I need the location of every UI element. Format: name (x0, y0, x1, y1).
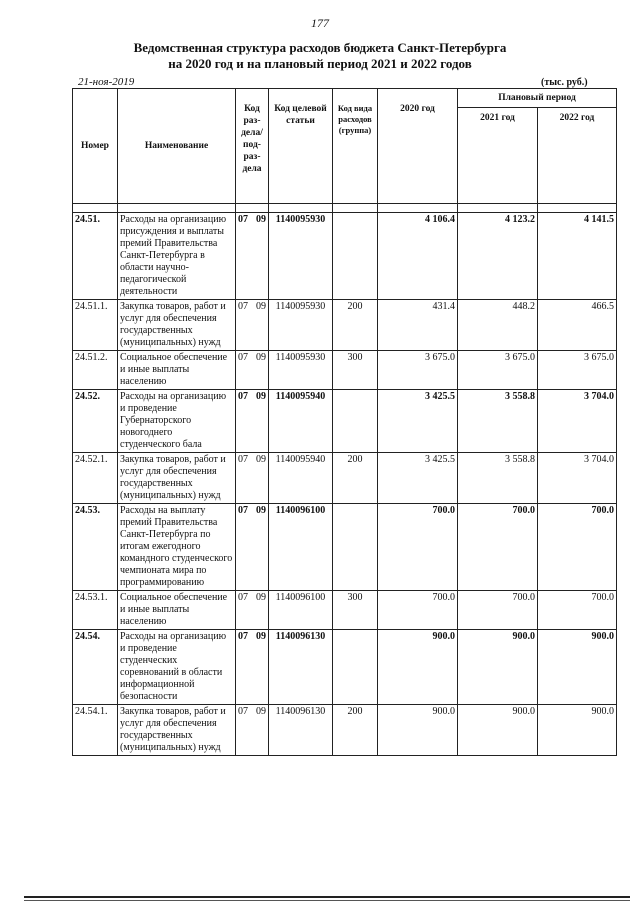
cell-expense-type: 200 (333, 453, 378, 504)
cell-2022: 900.0 (538, 705, 617, 756)
cell-2020: 700.0 (378, 504, 458, 591)
cell-expense-type (333, 630, 378, 705)
cell-number: 24.51. (73, 213, 118, 300)
cell-2020: 700.0 (378, 591, 458, 630)
table-row (73, 630, 617, 705)
cell-section (236, 213, 269, 300)
cell-2021: 3 675.0 (458, 351, 538, 390)
cell-name: Расходы на выплату премий Правительства Санкт-Петербурга по итогам ежегодного командного студенческого чемпионата мира по программированию (118, 504, 236, 591)
document-title (0, 40, 640, 72)
budget-table (72, 88, 617, 756)
table-row (73, 213, 617, 300)
cell-target: 1140096130 (269, 630, 333, 705)
section-code: 07 (238, 454, 248, 465)
cell-number: 24.54. (73, 630, 118, 705)
title-line-1: Ведомственная структура расходов бюджета Санкт-Петербурга (133, 40, 507, 55)
subsection-code: 09 (256, 301, 266, 312)
title-line-2: на 2020 год и на плановый период 2021 и 2022 годов (168, 56, 472, 71)
cell-2020: 4 106.4 (378, 213, 458, 300)
cell-number: 24.51.2. (73, 351, 118, 390)
cell-2022: 3 675.0 (538, 351, 617, 390)
table-row (73, 504, 617, 591)
cell-expense-type: 300 (333, 591, 378, 630)
cell-2021: 3 558.8 (458, 390, 538, 453)
cell-target: 1140095930 (269, 300, 333, 351)
cell-2020: 431.4 (378, 300, 458, 351)
section-code: 07 (238, 391, 248, 402)
page-number: 177 (311, 16, 329, 30)
cell-2022: 900.0 (538, 630, 617, 705)
cell-name: Закупка товаров, работ и услуг для обеспечения государственных (муниципальных) нужд (118, 453, 236, 504)
cell-section (236, 591, 269, 630)
subsection-code: 09 (256, 706, 266, 717)
section-code: 07 (238, 214, 248, 225)
cell-2021: 3 558.8 (458, 453, 538, 504)
cell-name: Закупка товаров, работ и услуг для обеспечения государственных (муниципальных) нужд (118, 300, 236, 351)
cell-name: Расходы на организацию и проведение студенческих соревнований в области информационной безопасности (118, 630, 236, 705)
table-row (73, 390, 617, 453)
cell-name: Социальное обеспечение и иные выплаты населению (118, 591, 236, 630)
section-code: 07 (238, 505, 248, 516)
table-body (73, 204, 617, 756)
document-date: 21-ноя-2019 (78, 76, 135, 88)
table-row (73, 705, 617, 756)
cell-2022: 466.5 (538, 300, 617, 351)
cell-name: Закупка товаров, работ и услуг для обеспечения государственных (муниципальных) нужд (118, 705, 236, 756)
cell-expense-type (333, 213, 378, 300)
cell-number: 24.54.1. (73, 705, 118, 756)
cell-2021: 700.0 (458, 504, 538, 591)
cell-section (236, 300, 269, 351)
bottom-rule-thin (24, 900, 630, 901)
cell-section (236, 630, 269, 705)
subsection-code: 09 (256, 391, 266, 402)
header-expense-type: Код вида расходов (группа) (333, 89, 378, 204)
cell-number: 24.52.1. (73, 453, 118, 504)
header-section: Код раз-дела/ под-раз-дела (236, 89, 269, 204)
cell-name: Расходы на организацию и проведение Губернаторского новогоднего студенческого бала (118, 390, 236, 453)
cell-2021: 900.0 (458, 705, 538, 756)
cell-target: 1140096130 (269, 705, 333, 756)
table-row (73, 591, 617, 630)
cell-2022: 700.0 (538, 591, 617, 630)
cell-2021: 900.0 (458, 630, 538, 705)
cell-target: 1140095940 (269, 390, 333, 453)
cell-number: 24.53.1. (73, 591, 118, 630)
cell-expense-type (333, 504, 378, 591)
cell-2020: 3 425.5 (378, 453, 458, 504)
cell-target: 1140095940 (269, 453, 333, 504)
cell-target: 1140096100 (269, 591, 333, 630)
subsection-code: 09 (256, 454, 266, 465)
subsection-code: 09 (256, 352, 266, 363)
header-name: Наименование (118, 89, 236, 204)
subsection-code: 09 (256, 631, 266, 642)
bottom-rule (24, 896, 630, 898)
cell-2020: 900.0 (378, 705, 458, 756)
cell-number: 24.51.1. (73, 300, 118, 351)
table-row (73, 300, 617, 351)
section-code: 07 (238, 592, 248, 603)
subsection-code: 09 (256, 214, 266, 225)
units-label: (тыс. руб.) (541, 77, 588, 88)
cell-2021: 4 123.2 (458, 213, 538, 300)
cell-2020: 900.0 (378, 630, 458, 705)
header-plan-period: Плановый период (458, 89, 617, 108)
cell-2020: 3 675.0 (378, 351, 458, 390)
cell-target: 1140096100 (269, 504, 333, 591)
cell-expense-type: 300 (333, 351, 378, 390)
section-code: 07 (238, 631, 248, 642)
header-number: Номер (73, 89, 118, 204)
subsection-code: 09 (256, 505, 266, 516)
section-code: 07 (238, 706, 248, 717)
cell-section (236, 390, 269, 453)
section-code: 07 (238, 301, 248, 312)
cell-expense-type: 200 (333, 705, 378, 756)
cell-target: 1140095930 (269, 213, 333, 300)
cell-2021: 700.0 (458, 591, 538, 630)
cell-2022: 3 704.0 (538, 453, 617, 504)
header-year-2022: 2022 год (538, 108, 617, 204)
header-year-2020: 2020 год (378, 89, 458, 204)
cell-name: Социальное обеспечение и иные выплаты населению (118, 351, 236, 390)
cell-2020: 3 425.5 (378, 390, 458, 453)
cell-expense-type (333, 390, 378, 453)
subsection-code: 09 (256, 592, 266, 603)
cell-section (236, 351, 269, 390)
header-target: Код целевой статьи (269, 89, 333, 204)
cell-number: 24.53. (73, 504, 118, 591)
cell-number: 24.52. (73, 390, 118, 453)
cell-2022: 3 704.0 (538, 390, 617, 453)
cell-target: 1140095930 (269, 351, 333, 390)
cell-section (236, 705, 269, 756)
cell-2022: 4 141.5 (538, 213, 617, 300)
cell-2022: 700.0 (538, 504, 617, 591)
cell-name: Расходы на организацию присуждения и выплаты премий Правительства Санкт-Петербурга в области научно-педагогической деятельности (118, 213, 236, 300)
header-year-2021: 2021 год (458, 108, 538, 204)
spacer-row (73, 204, 617, 213)
cell-section (236, 453, 269, 504)
section-code: 07 (238, 352, 248, 363)
table-row (73, 351, 617, 390)
cell-section (236, 504, 269, 591)
cell-2021: 448.2 (458, 300, 538, 351)
cell-expense-type: 200 (333, 300, 378, 351)
table-row (73, 453, 617, 504)
